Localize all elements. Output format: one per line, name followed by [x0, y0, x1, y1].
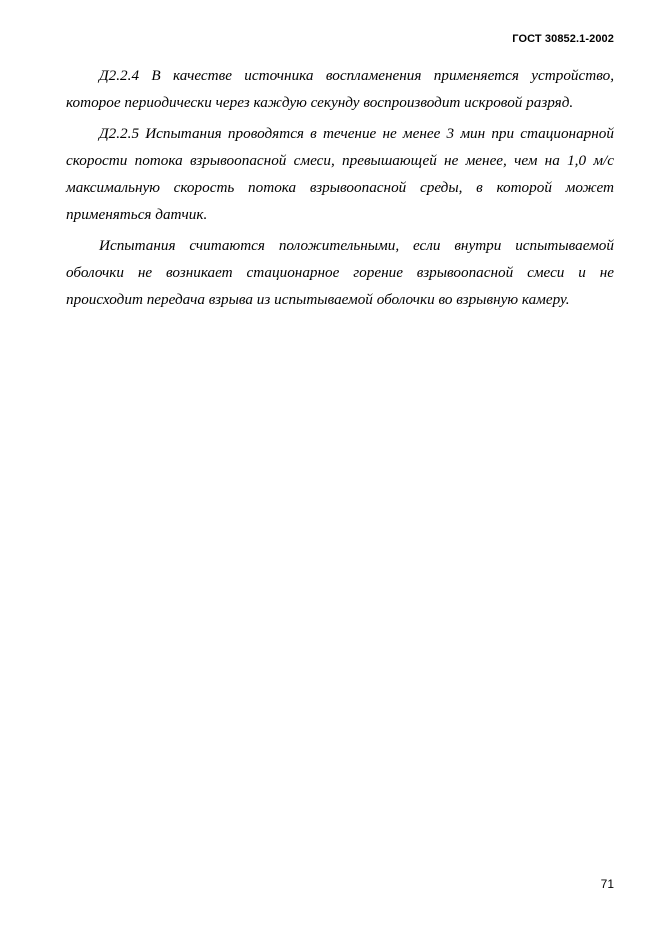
document-body	[66, 62, 614, 317]
paragraph-test-result: Испытания считаются положительными, если внутри испытываемой оболочки не возникает стационарное горение взрывоопасной смеси и не происходит передача взрыва из испытываемой оболочки во взрывную камеру.	[66, 237, 614, 308]
document-code-header: ГОСТ 30852.1-2002	[512, 33, 614, 45]
page-number: 71	[600, 877, 614, 891]
paragraph-d2-2-5: Д2.2.5 Испытания проводятся в течение не менее 3 мин при стационарной скорости потока взрывоопасной смеси, превышающей не менее, чем на 1,0 м/с максимальную скорость потока взрывоопасной среды, в которой может применяться датчик.	[66, 125, 614, 223]
paragraph-d2-2-4: Д2.2.4 В качестве источника воспламенения применяется устройство, которое периодически через каждую секунду воспроизводит искровой разряд.	[66, 67, 614, 111]
